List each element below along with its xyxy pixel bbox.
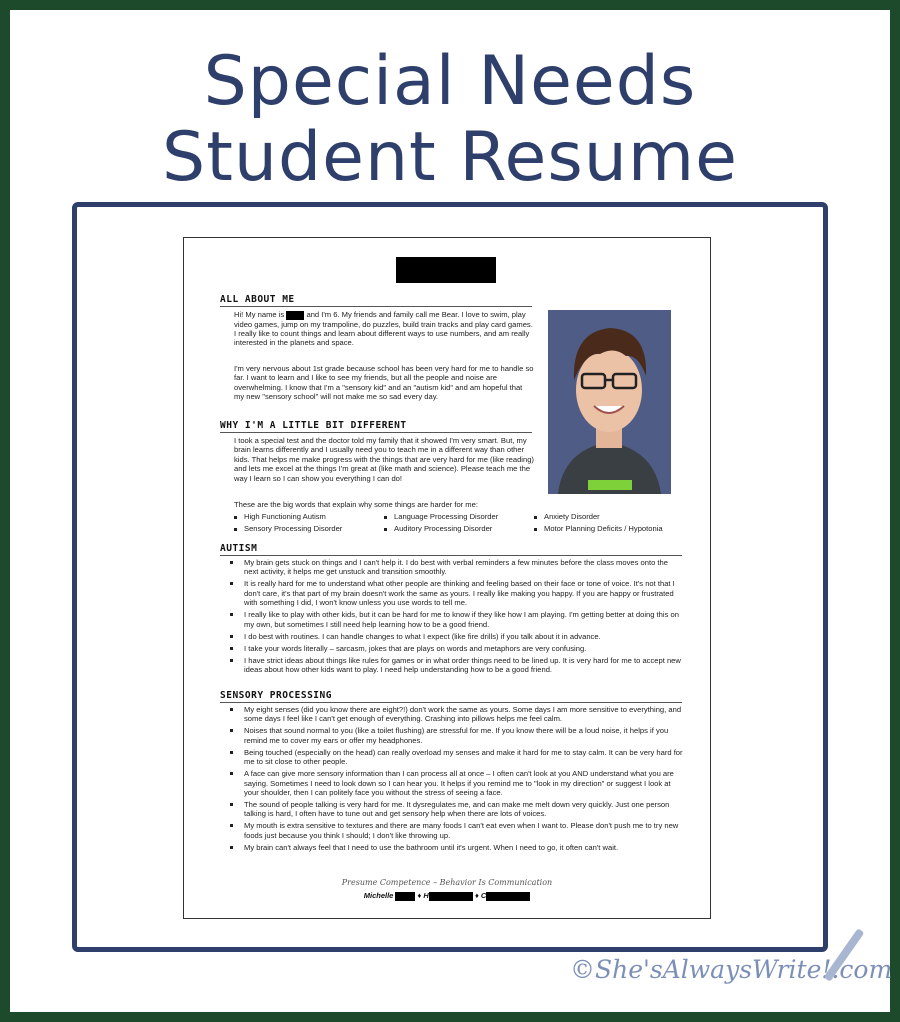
diagnosis-item: High Functioning Autism <box>234 511 384 523</box>
list-item: I take your words literally – sarcasm, jokes that are plays on words and metaphors are very confusing. <box>224 644 684 653</box>
section-heading-sensory: SENSORY PROCESSING <box>220 690 682 703</box>
diagnosis-item: Sensory Processing Disorder <box>234 523 384 535</box>
logo-text: ©She'sAlwaysWrite!.com <box>570 955 893 984</box>
name-inline-redaction <box>286 311 304 320</box>
list-item: Noises that sound normal to you (like a toilet flushing) are stressful for me. If you know there will be a loud noise, it helps if you remind me to cover my ears or offer my headphones. <box>224 726 684 745</box>
list-item: My brain gets stuck on things and I can't help it. I do best with verbal reminders a few minutes before the class moves onto the next activity, it helps me get unstuck and transition smoothly. <box>224 558 684 577</box>
section-heading-about: ALL ABOUT ME <box>220 294 532 307</box>
list-item: I really like to play with other kids, but it can be hard for me to know if they like how I am playing. I'm getting better at doing this on my own, but sometimes I still need help learning how to be a good friend. <box>224 610 684 629</box>
list-item: I have strict ideas about things like rules for games or in what order things need to be lined up. It is very hard for me to accept new ideas about how other kids want to play. I need help understanding how to be a good friend. <box>224 656 684 675</box>
list-item: A face can give more sensory information than I can process all at once – I often can't look at you AND understand what you are saying. Sometimes I need to look down so I can hear you. It helps if you remind me to "look in my direction" or suggest I look at your shoulder, then I can politely face you without the stress of seeing a face. <box>224 769 684 797</box>
autism-list <box>224 558 684 677</box>
student-photo <box>548 310 671 494</box>
contact-redaction <box>395 892 415 901</box>
diagnosis-list <box>234 511 694 535</box>
list-item: My eight senses (did you know there are eight?!) don't work the same as yours. Some days I am more sensitive to everything, and some days I feel like I can't get enough of everything. Crashing into pillows helps me feel calm. <box>224 705 684 724</box>
resume-preview-box <box>72 202 828 952</box>
site-logo <box>570 955 893 1005</box>
footer-contact <box>184 891 710 901</box>
name-redaction <box>396 257 496 283</box>
diagnosis-item: Anxiety Disorder <box>534 511 694 523</box>
list-item: My brain can't always feel that I need to use the bathroom until it's urgent. When I need to go, it often can't wait. <box>224 843 684 852</box>
sensory-list <box>224 705 684 855</box>
about-text-rest: and I'm 6. My friends and family call me Bear. I love to swim, play video games, jump on my trampoline, do puzzles, build train tracks and play card games. I really like to count things and learn about different ways to use numbers, and am really interested in the planets and space. <box>234 310 533 348</box>
page-title-line1: Special Needs <box>203 42 697 121</box>
contact-home-label: ♦ H <box>417 891 429 900</box>
list-item: I do best with routines. I can handle changes to what I expect (like fire drills) if you talk about it in advance. <box>224 632 684 641</box>
about-paragraph-1 <box>234 310 534 348</box>
about-text-start: Hi! My name is <box>234 310 285 319</box>
different-paragraph-2: These are the big words that explain why some things are harder for me: <box>234 500 478 509</box>
resume-page <box>183 237 711 919</box>
about-paragraph-2: I'm very nervous about 1st grade because school has been very hard for me to handle so far. I want to learn and I like to see my friends, but all the people and noise are overwhelming. I know that I'm a "sensory kid" and an "autism kid" and am hopeful that my new "sensory school" will not make me so sad every day. <box>234 364 534 402</box>
contact-cell-label: ♦ C <box>474 891 487 900</box>
list-item: It is really hard for me to understand what other people are thinking and feeling based on their face or tone of voice. It's not that I don't care, it's that part of my brain doesn't work the same as yours. I really like making you happy. If you are happy or frustrated with something I did, I won't know unless you use words to tell me. <box>224 579 684 607</box>
section-heading-different: WHY I'M A LITTLE BIT DIFFERENT <box>220 420 532 433</box>
contact-redaction <box>429 892 473 901</box>
list-item: The sound of people talking is very hard for me. It dysregulates me, and can make me melt down very quickly. Just one person talking is hard, I often have to tune out and get sensory help when there are lots of voices. <box>224 800 684 819</box>
contact-redaction <box>486 892 530 901</box>
list-item: Being touched (especially on the head) can really overload my senses and make it hard for me to stay calm. It can be very hard for me to sit close to other people. <box>224 748 684 767</box>
footer-motto: Presume Competence – Behavior Is Communication <box>341 878 553 887</box>
different-paragraph-1: I took a special test and the doctor told my family that it showed I'm very smart. But, my brain learns differently and I usually need you to teach me in a different way than other kids. That helps me make progress with the things that are very hard for me (like reading) and lets me excel at the things I'm great at (like math and science). Please teach me the way I learn so I can show you everything I can do! <box>234 436 534 483</box>
page-frame <box>10 10 893 1012</box>
diagnosis-item: Auditory Processing Disorder <box>384 523 534 535</box>
page-title-line2: Student Resume <box>162 118 738 197</box>
section-heading-autism: AUTISM <box>220 543 682 556</box>
contact-name: Michelle <box>363 891 394 900</box>
diagnosis-item: Motor Planning Deficits / Hypotonia <box>534 523 694 535</box>
list-item: My mouth is extra sensitive to textures and there are many foods I can't eat even when I want to. Please don't push me to try new foods just because you think I should; I don't like throwing up. <box>224 821 684 840</box>
diagnosis-item: Language Processing Disorder <box>384 511 534 523</box>
